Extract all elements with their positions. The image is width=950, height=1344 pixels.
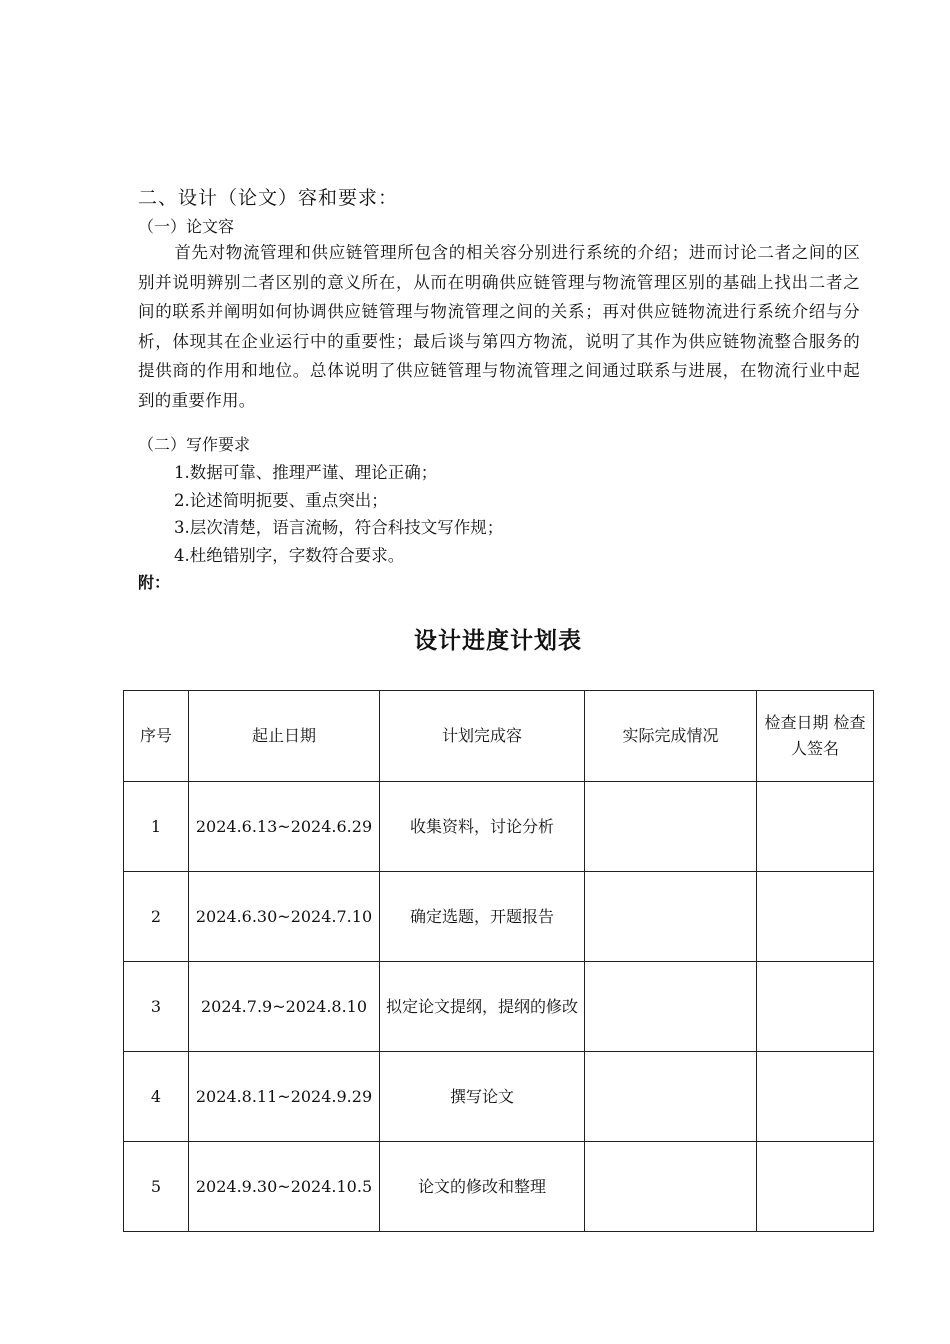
table-row xyxy=(124,872,874,962)
requirement-item: 1.数据可靠、推理严谨、理论正确； xyxy=(174,463,438,482)
appendix-label: 附： xyxy=(138,573,171,592)
cell-actual[interactable] xyxy=(585,782,757,872)
table-row xyxy=(124,782,874,872)
table-row xyxy=(124,1142,874,1232)
content-paragraph xyxy=(138,238,860,415)
cell-actual[interactable] xyxy=(585,962,757,1052)
cell-dates: 2024.6.13~2024.6.29 xyxy=(189,782,380,872)
subsection-requirements-title: （二）写作要求 xyxy=(138,435,251,454)
cell-plan: 确定选题，开题报告 xyxy=(380,872,585,962)
header-check: 检查日期 检查人签名 xyxy=(757,691,874,782)
cell-dates: 2024.9.30~2024.10.5 xyxy=(189,1142,380,1232)
cell-plan: 论文的修改和整理 xyxy=(380,1142,585,1232)
cell-check[interactable] xyxy=(757,782,874,872)
cell-check[interactable] xyxy=(757,962,874,1052)
header-plan: 计划完成容 xyxy=(380,691,585,782)
cell-no: 5 xyxy=(124,1142,189,1232)
requirement-item: 2.论述简明扼要、重点突出； xyxy=(174,491,388,510)
cell-actual[interactable] xyxy=(585,872,757,962)
cell-dates: 2024.7.9~2024.8.10 xyxy=(189,962,380,1052)
content-paragraph-text: 首先对物流管理和供应链管理所包含的相关容分别进行系统的介绍；进而讨论二者之间的区别并说明辨别二者区别的意义所在，从而在明确供应链管理与物流管理区别的基础上找出二者之间的联系并阐明如何协调供应链管理与物流管理之间的关系；再对供应链物流进行系统介绍与分析，体现其在企业运行中的重要性；最后谈与第四方物流，说明了其作为供应链物流整合服务的提供商的作用和地位。总体说明了供应链管理与物流管理之间通过联系与进展，在物流行业中起到的重要作用。 xyxy=(138,243,860,410)
requirement-item: 3.层次清楚，语言流畅，符合科技文写作规； xyxy=(174,518,504,537)
table-row xyxy=(124,962,874,1052)
table-title: 设计进度计划表 xyxy=(414,627,582,654)
cell-no: 2 xyxy=(124,872,189,962)
cell-no: 1 xyxy=(124,782,189,872)
header-no: 序号 xyxy=(124,691,189,782)
cell-check[interactable] xyxy=(757,1142,874,1232)
cell-check[interactable] xyxy=(757,1052,874,1142)
schedule-table xyxy=(123,690,874,1232)
header-dates: 起止日期 xyxy=(189,691,380,782)
subsection-content-title: （一）论文容 xyxy=(138,217,235,236)
cell-plan: 收集资料，讨论分析 xyxy=(380,782,585,872)
cell-actual[interactable] xyxy=(585,1142,757,1232)
cell-no: 3 xyxy=(124,962,189,1052)
cell-actual[interactable] xyxy=(585,1052,757,1142)
cell-plan: 拟定论文提纲，提纲的修改 xyxy=(380,962,585,1052)
cell-dates: 2024.6.30~2024.7.10 xyxy=(189,872,380,962)
cell-dates: 2024.8.11~2024.9.29 xyxy=(189,1052,380,1142)
table-row xyxy=(124,1052,874,1142)
section-title: 二、设计（论文）容和要求： xyxy=(138,187,399,209)
cell-plan: 撰写论文 xyxy=(380,1052,585,1142)
header-actual: 实际完成情况 xyxy=(585,691,757,782)
table-header-row xyxy=(124,691,874,782)
cell-no: 4 xyxy=(124,1052,189,1142)
cell-check[interactable] xyxy=(757,872,874,962)
requirement-item: 4.杜绝错别字，字数符合要求。 xyxy=(174,546,405,565)
